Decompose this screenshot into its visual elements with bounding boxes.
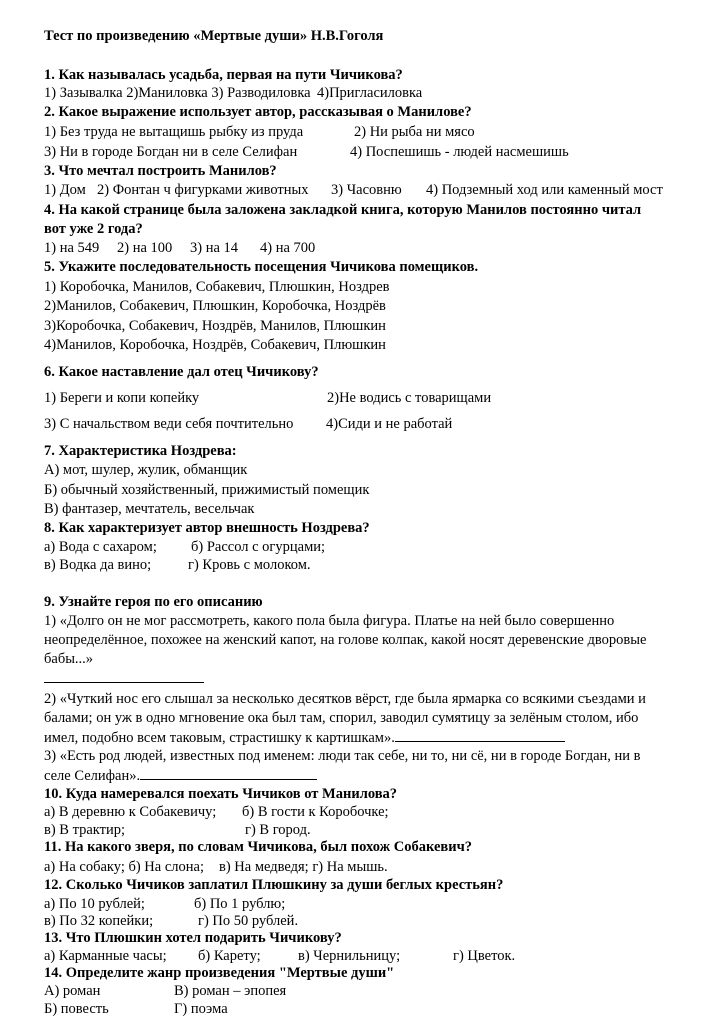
- answer-12-4: г) По 50 рублей.: [198, 913, 299, 929]
- question-13: 13. Что Плюшкин хотел подарить Чичикову?: [44, 930, 342, 946]
- question-10: 10. Куда намеревался поехать Чичиков от Манилова?: [44, 786, 398, 802]
- answer-line-3[interactable]: [140, 766, 317, 780]
- passage-3-line-2-text: селе Селифан».: [44, 768, 141, 784]
- answer-6-4: 4)Сиди и не работай: [326, 416, 453, 432]
- passage-3-line-2: [44, 766, 317, 785]
- passage-2-line-2: балами; он уж в одно мгновение ока был там, спорил, заводил сумятицу за зелёным столом, ибо: [44, 710, 639, 726]
- answers-10-row-1: [44, 803, 389, 821]
- question-14: 14. Определите жанр произведения "Мертвые души": [44, 965, 395, 981]
- answer-10-2: б) В гости к Коробочке;: [242, 804, 389, 820]
- answer-line-2[interactable]: [395, 728, 565, 742]
- answer-6-1: 1) Береги и копи копейку: [44, 390, 200, 406]
- answer-13-1: а) Карманные часы;: [44, 948, 167, 964]
- answers-14-row-1: [44, 982, 286, 1000]
- passage-1-line-2: неопределённое, похожее на женский капот, на голове колпак, какой носят деревенские дворовые: [44, 632, 647, 648]
- answer-6-2: 2)Не водись с товарищами: [327, 390, 492, 406]
- answer-5-1: 1) Коробочка, Манилов, Собакевич, Плюшкин, Ноздрев: [44, 279, 390, 295]
- answers-8-row-2: [44, 556, 311, 574]
- answer-3-2: 2) Фонтан ч фигурками животных: [97, 182, 309, 198]
- answers-3: [44, 181, 663, 199]
- answer-1-4: 4)Пригласиловка: [317, 85, 423, 101]
- answer-14-1: А) роман: [44, 983, 101, 999]
- document-title: Тест по произведению «Мертвые души» Н.В.Гоголя: [44, 28, 384, 44]
- answer-10-3: в) В трактир;: [44, 822, 126, 838]
- answer-2-3: 3) Ни в городе Богдан ни в селе Селифан: [44, 144, 298, 160]
- answer-7-1: А) мот, шулер, жулик, обманщик: [44, 462, 248, 478]
- question-6: 6. Какое наставление дал отец Чичикову?: [44, 364, 319, 380]
- answers-2-row-2: [44, 143, 569, 161]
- passage-3-line-1: 3) «Есть род людей, известных под именем: люди так себе, ни то, ни сё, ни в городе Богдан, ни в: [44, 748, 641, 764]
- answer-11-1: а) На собаку; б) На слона;: [44, 859, 204, 875]
- answer-3-3: 3) Часовню: [331, 182, 402, 198]
- question-7: 7. Характеристика Ноздрева:: [44, 443, 237, 459]
- passage-2-line-1: 2) «Чуткий нос его слышал за несколько десятков вёрст, где была ярмарка со всякими съездами и: [44, 691, 646, 707]
- answer-4-1: 1) на 549: [44, 240, 100, 256]
- answer-line-1[interactable]: [44, 682, 204, 683]
- question-4-line-2: вот уже 2 года?: [44, 221, 143, 237]
- question-5: 5. Укажите последовательность посещения Чичикова помещиков.: [44, 259, 479, 275]
- answer-5-2: 2)Манилов, Собакевич, Плюшкин, Коробочка, Ноздрёв: [44, 298, 386, 314]
- answer-4-4: 4) на 700: [260, 240, 316, 256]
- question-4-line-1: 4. На какой странице была заложена закладкой книга, которую Манилов постоянно читал: [44, 202, 642, 218]
- answer-13-4: г) Цветок.: [453, 948, 516, 964]
- answers-10-row-2: [44, 821, 311, 839]
- answers-11: [44, 858, 388, 876]
- answer-12-1: а) По 10 рублей;: [44, 896, 145, 912]
- answer-10-1: а) В деревню к Собакевичу;: [44, 804, 217, 820]
- answer-14-4: Г) поэма: [174, 1001, 228, 1017]
- question-3: 3. Что мечтал построить Манилов?: [44, 163, 277, 179]
- answer-1-options: 1) Зазывалка 2)Маниловка 3) Разводиловка: [44, 85, 311, 101]
- answers-13: [44, 947, 515, 965]
- answer-2-4: 4) Поспешишь - людей насмешишь: [350, 144, 569, 160]
- question-1: 1. Как называлась усадьба, первая на пути Чичикова?: [44, 67, 403, 83]
- answer-3-4: 4) Подземный ход или каменный мост: [426, 182, 663, 198]
- answers-4: [44, 239, 315, 257]
- question-2: 2. Какое выражение использует автор, рассказывая о Манилове?: [44, 104, 472, 120]
- answer-8-4: г) Кровь с молоком.: [188, 557, 311, 573]
- answer-11-2: в) На медведя; г) На мышь.: [219, 859, 388, 875]
- passage-2-line-3-text: имел, подобно всем таковым, страстишку к картишкам».: [44, 730, 395, 746]
- answer-8-2: б) Рассол с огурцами;: [191, 539, 326, 555]
- answer-4-2: 2) на 100: [117, 240, 173, 256]
- question-9: 9. Узнайте героя по его описанию: [44, 594, 263, 610]
- answer-14-3: Б) повесть: [44, 1001, 109, 1017]
- answer-7-2: Б) обычный хозяйственный, прижимистый помещик: [44, 482, 370, 498]
- answer-7-3: В) фантазер, мечтатель, весельчак: [44, 501, 255, 517]
- passage-2-line-3: [44, 728, 565, 747]
- answer-3-1: 1) Дом: [44, 182, 86, 198]
- answer-2-2: 2) Ни рыба ни мясо: [354, 124, 475, 140]
- answer-5-3: 3)Коробочка, Собакевич, Ноздрёв, Манилов, Плюшкин: [44, 318, 386, 334]
- answers-8-row-1: [44, 538, 325, 556]
- answers-12-row-1: [44, 895, 285, 913]
- answer-12-2: б) По 1 рублю;: [194, 896, 286, 912]
- answers-2-row-1: [44, 123, 475, 141]
- answer-13-3: в) Чернильницу;: [298, 948, 401, 964]
- answers-6-row-1: [44, 389, 491, 407]
- answer-8-1: а) Вода с сахаром;: [44, 539, 157, 555]
- answer-13-2: б) Карету;: [198, 948, 261, 964]
- answer-2-1: 1) Без труда не вытащишь рыбку из пруда: [44, 124, 304, 140]
- passage-1-line-3: бабы...»: [44, 651, 94, 667]
- passage-1-line-1: 1) «Долго он не мог рассмотреть, какого пола была фигура. Платье на ней было совершенно: [44, 613, 615, 629]
- answer-5-4: 4)Манилов, Коробочка, Ноздрёв, Собакевич, Плюшкин: [44, 337, 386, 353]
- answer-8-3: в) Водка да вино;: [44, 557, 152, 573]
- answer-4-3: 3) на 14: [190, 240, 239, 256]
- answers-1: [44, 84, 422, 102]
- answer-10-4: г) В город.: [245, 822, 311, 838]
- question-8: 8. Как характеризует автор внешность Ноздрева?: [44, 520, 370, 536]
- question-12: 12. Сколько Чичиков заплатил Плюшкину за души беглых крестьян?: [44, 877, 504, 893]
- answers-14-row-2: [44, 1000, 228, 1018]
- answer-12-3: в) По 32 копейки;: [44, 913, 154, 929]
- answer-6-3: 3) С начальством веди себя почтительно: [44, 416, 294, 432]
- question-11: 11. На какого зверя, по словам Чичикова, был похож Собакевич?: [44, 839, 472, 855]
- answers-6-row-2: [44, 415, 452, 433]
- answer-14-2: В) роман – эпопея: [174, 983, 287, 999]
- answers-12-row-2: [44, 912, 298, 930]
